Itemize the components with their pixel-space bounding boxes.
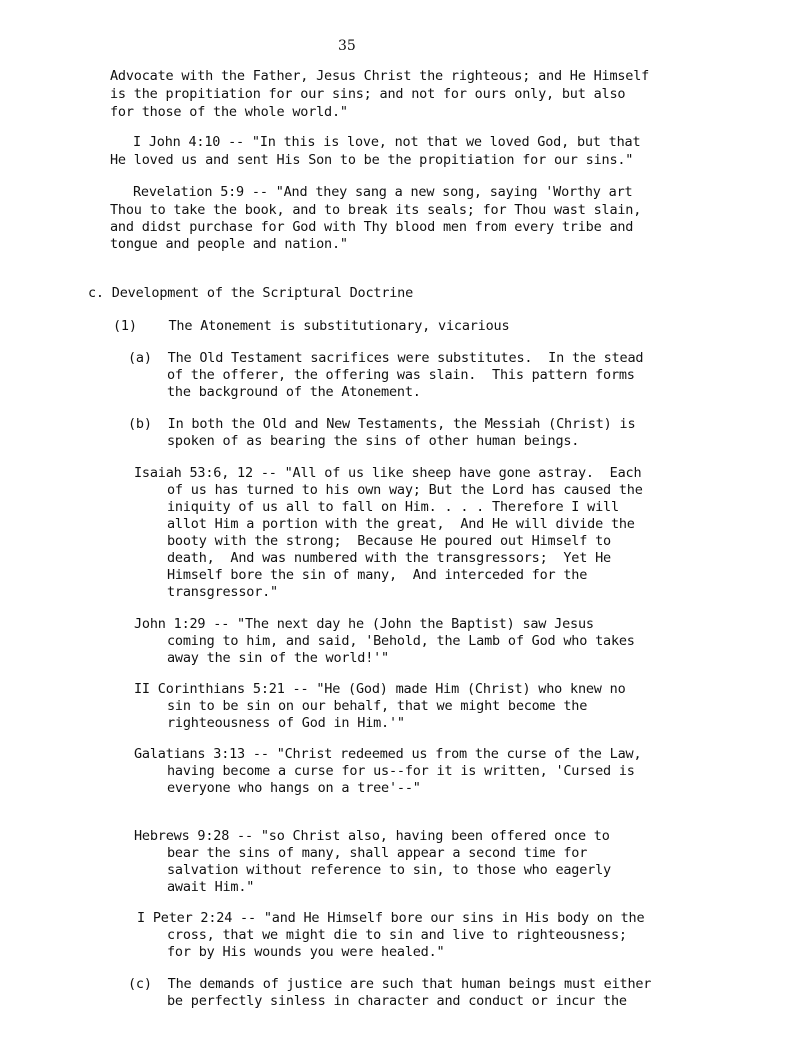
text-line: booty with the strong; Because He poured out Himself to bbox=[167, 533, 611, 549]
page-number: 35 bbox=[338, 38, 356, 54]
text-line: I John 4:10 -- "In this is love, not that we loved God, but that bbox=[133, 134, 641, 150]
text-line: Isaiah 53:6, 12 -- "All of us like sheep have gone astray. Each bbox=[134, 465, 642, 481]
text-line: Galatians 3:13 -- "Christ redeemed us from the curse of the Law, bbox=[134, 746, 642, 762]
text-line: (b) In both the Old and New Testaments, the Messiah (Christ) is bbox=[128, 416, 636, 432]
text-line: transgressor." bbox=[167, 584, 278, 600]
text-line: for by His wounds you were healed." bbox=[167, 944, 445, 960]
text-line: Advocate with the Father, Jesus Christ the righteous; and He Himself bbox=[110, 68, 650, 84]
text-line: Thou to take the book, and to break its seals; for Thou wast slain, bbox=[110, 202, 642, 218]
text-line: spoken of as bearing the sins of other human beings. bbox=[167, 433, 580, 449]
text-line: of us has turned to his own way; But the Lord has caused the bbox=[167, 482, 643, 498]
text-line: away the sin of the world!'" bbox=[167, 650, 389, 666]
text-line: and didst purchase for God with Thy blood men from every tribe and bbox=[110, 219, 634, 235]
text-line: coming to him, and said, 'Behold, the Lamb of God who takes bbox=[167, 633, 635, 649]
text-line: iniquity of us all to fall on Him. . . . Therefore I will bbox=[167, 499, 619, 515]
text-line: await Him." bbox=[167, 879, 255, 895]
text-line: I Peter 2:24 -- "and He Himself bore our sins in His body on the bbox=[137, 910, 645, 926]
text-line: John 1:29 -- "The next day he (John the Baptist) saw Jesus bbox=[134, 616, 594, 632]
text-line: (a) The Old Testament sacrifices were substitutes. In the stead bbox=[128, 350, 644, 366]
text-line: be perfectly sinless in character and conduct or incur the bbox=[167, 993, 627, 1009]
text-line: sin to be sin on our behalf, that we might become the bbox=[167, 698, 588, 714]
text-line: for those of the whole world." bbox=[110, 104, 348, 120]
text-line: the background of the Atonement. bbox=[167, 384, 421, 400]
text-line: is the propitiation for our sins; and not for ours only, but also bbox=[110, 86, 626, 102]
section-heading: c. Development of the Scriptural Doctrine bbox=[88, 285, 414, 301]
text-line: having become a curse for us--for it is written, 'Cursed is bbox=[167, 763, 635, 779]
text-line: salvation without reference to sin, to those who eagerly bbox=[167, 862, 611, 878]
text-line: tongue and people and nation." bbox=[110, 236, 348, 252]
subsection-heading: (1) The Atonement is substitutionary, vicarious bbox=[113, 318, 510, 334]
text-line: He loved us and sent His Son to be the propitiation for our sins." bbox=[110, 152, 634, 168]
text-line: (c) The demands of justice are such that human beings must either bbox=[128, 976, 652, 992]
text-line: of the offerer, the offering was slain. This pattern forms bbox=[167, 367, 635, 383]
text-line: everyone who hangs on a tree'--" bbox=[167, 780, 421, 796]
text-line: death, And was numbered with the transgressors; Yet He bbox=[167, 550, 611, 566]
text-line: cross, that we might die to sin and live to righteousness; bbox=[167, 927, 627, 943]
text-line: Himself bore the sin of many, And interceded for the bbox=[167, 567, 588, 583]
text-line: Revelation 5:9 -- "And they sang a new song, saying 'Worthy art bbox=[133, 184, 633, 200]
text-line: Hebrews 9:28 -- "so Christ also, having been offered once to bbox=[134, 828, 610, 844]
text-line: allot Him a portion with the great, And He will divide the bbox=[167, 516, 635, 532]
text-line: II Corinthians 5:21 -- "He (God) made Him (Christ) who knew no bbox=[134, 681, 626, 697]
text-line: righteousness of God in Him.'" bbox=[167, 715, 405, 731]
text-line: bear the sins of many, shall appear a second time for bbox=[167, 845, 588, 861]
